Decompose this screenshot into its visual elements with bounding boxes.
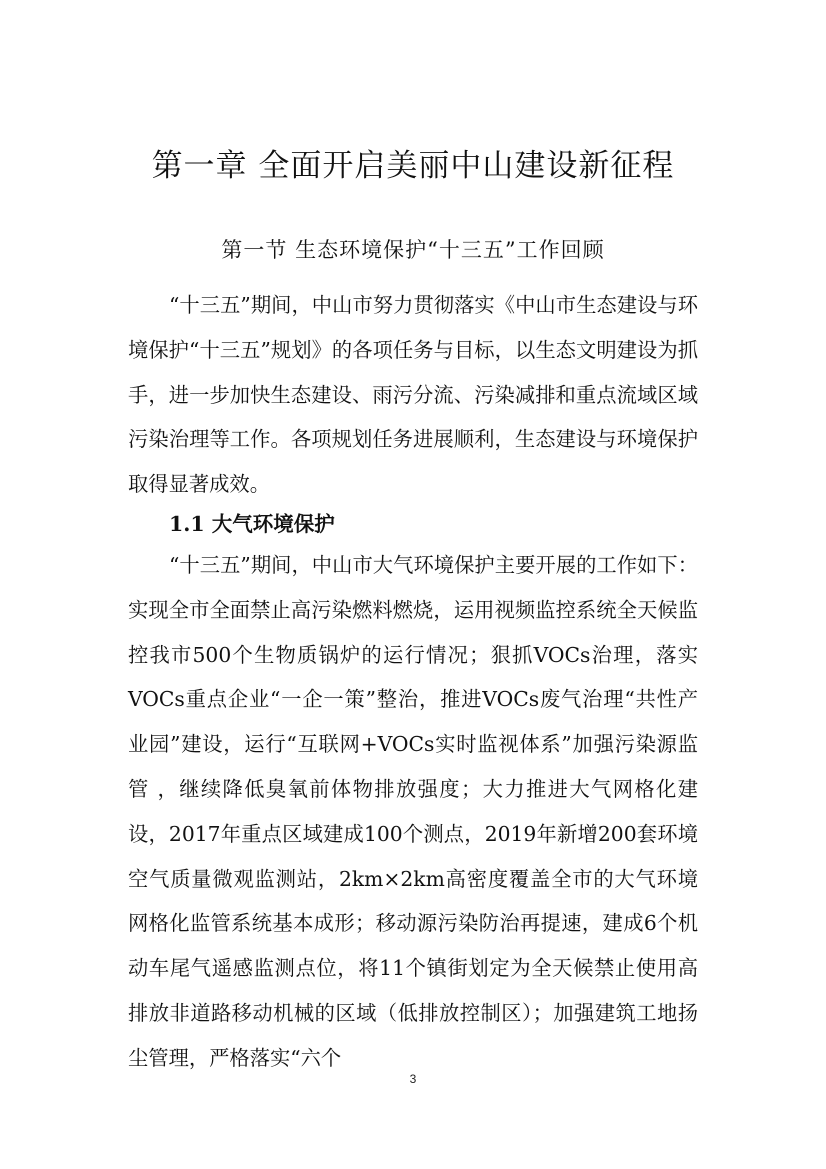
page-number: 3 <box>409 1072 417 1086</box>
chapter-title: 第一章 全面开启美丽中山建设新征程 <box>151 148 675 184</box>
paragraph-air-protection: “十三五”期间，中山市大气环境保护主要开展的工作如下：实现全市全面禁止高污染燃料燃烧，运用视频监控系统全天候监控我市500个生物质锅炉的运行情况；狠抓VOCs治理，落实VOCs重点企业“一企一策”整治，推进VOCs废气治理“共性产业园”建设，运行“互联网+VOCs实时监视体系”加强污染源监管 ，继续降低臭氧前体物排放强度；大力推进大气网格化建设，2017年重点区域建成100个测点，2019年新增200套环境空气质量微观监测站，2km×2km高密度覆盖全市的大气环境网格化监管系统基本成形；移动源污染防治再提速，建成6个机动车尾气遥感监测点位，将11个镇街划定为全天候禁止使用高排放非道路移动机械的区域（低排放控制区）；加强建筑工地扬尘管理，严格落实“六个 <box>128 553 698 1070</box>
heading-air-protection: 1.1 大气环境保护 <box>169 512 335 536</box>
section-title: 第一节 生态环境保护“十三五”工作回顾 <box>221 238 605 262</box>
paragraph-review-intro: “十三五”期间，中山市努力贯彻落实《中山市生态建设与环境保护“十三五”规划》的各项任务与目标，以生态文明建设为抓手，进一步加快生态建设、雨污分流、污染减排和重点流域区域污染治理等工作。各项规划任务进展顺利，生态建设与环境保护取得显著成效。 <box>128 293 698 497</box>
